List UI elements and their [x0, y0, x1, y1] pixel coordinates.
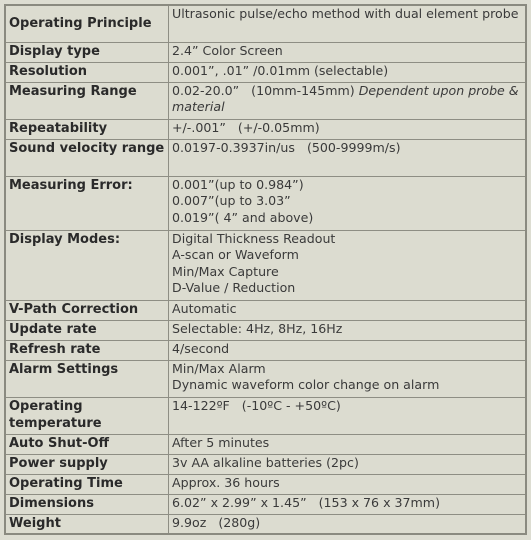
spec-value: [169, 360, 527, 397]
spec-value-imperial: 14-122ºF: [172, 397, 230, 413]
spec-value: Automatic: [169, 300, 527, 320]
spec-label: Measuring Range: [5, 82, 169, 119]
spec-value-imperial: 0.0197-0.3937in/us: [172, 139, 295, 155]
spec-row-display-type: [5, 42, 526, 62]
spec-value-metric: (500-9999m/s): [306, 139, 401, 155]
spec-value: [169, 230, 527, 300]
spec-note: Dependent upon probe & material: [172, 82, 519, 115]
spec-value: 2.4” Color Screen: [169, 42, 527, 62]
spec-value: Selectable: 4Hz, 8Hz, 16Hz: [169, 320, 527, 340]
spec-value: [169, 176, 527, 230]
spec-label: Operating Time: [5, 474, 169, 494]
spec-value-line: Digital Thickness Readout: [172, 230, 336, 246]
spec-value-metric: (+/-0.05mm): [237, 119, 320, 135]
spec-value: 3v AA alkaline batteries (2pc): [169, 454, 527, 474]
spec-value: Approx. 36 hours: [169, 474, 527, 494]
spec-row-v-path-correction: [5, 300, 526, 320]
spec-label: Display Modes:: [5, 230, 169, 300]
spec-row-refresh-rate: [5, 340, 526, 360]
spec-row-display-modes: [5, 230, 526, 300]
spec-row-resolution: [5, 62, 526, 82]
spec-value-metric: (-10ºC - +50ºC): [241, 397, 341, 413]
spec-label: Auto Shut-Off: [5, 434, 169, 454]
spec-row-operating-time: [5, 474, 526, 494]
spec-value: [169, 139, 527, 176]
spec-row-update-rate: [5, 320, 526, 340]
spec-row-measuring-error: [5, 176, 526, 230]
spec-label: Dimensions: [5, 494, 169, 514]
spec-row-weight: [5, 514, 526, 534]
spec-value-imperial: 9.9oz: [172, 514, 207, 530]
spec-value: [169, 82, 527, 119]
spec-row-operating-principle: [5, 5, 526, 42]
spec-value-line: 0.001”(up to 0.984”): [172, 176, 304, 192]
spec-value-metric: (10mm-145mm): [251, 82, 355, 98]
spec-row-repeatability: [5, 119, 526, 139]
spec-row-sound-velocity-range: [5, 139, 526, 176]
spec-value: [169, 119, 527, 139]
spec-value: [169, 514, 527, 534]
spec-value-line: D-Value / Reduction: [172, 280, 296, 296]
spec-label: Resolution: [5, 62, 169, 82]
specifications-table: [4, 4, 527, 535]
spec-row-power-supply: [5, 454, 526, 474]
spec-label: Operating temperature: [5, 397, 169, 434]
spec-value-metric: (280g): [218, 514, 261, 530]
spec-label: Measuring Error:: [5, 176, 169, 230]
spec-label: V-Path Correction: [5, 300, 169, 320]
spec-value: [169, 494, 527, 514]
spec-label: Update rate: [5, 320, 169, 340]
spec-label: Display type: [5, 42, 169, 62]
spec-value-line: Min/Max Alarm: [172, 360, 266, 376]
spec-label: Sound velocity range: [5, 139, 169, 176]
spec-row-auto-shut-off: [5, 434, 526, 454]
spec-value: [169, 397, 527, 434]
spec-value: 0.001”, .01” /0.01mm (selectable): [169, 62, 527, 82]
spec-value-metric: (153 x 76 x 37mm): [318, 494, 440, 510]
spec-value-imperial: 0.02-20.0”: [172, 82, 240, 98]
spec-value-line: A-scan or Waveform: [172, 247, 299, 263]
spec-row-dimensions: [5, 494, 526, 514]
spec-label: Alarm Settings: [5, 360, 169, 397]
spec-value-line: Dynamic waveform color change on alarm: [172, 377, 440, 393]
spec-label: Refresh rate: [5, 340, 169, 360]
spec-value-line: 0.007”(up to 3.03”: [172, 193, 291, 209]
spec-value: After 5 minutes: [169, 434, 527, 454]
spec-label: Power supply: [5, 454, 169, 474]
spec-value-line: Min/Max Capture: [172, 263, 279, 279]
spec-label: Operating Principle: [5, 5, 169, 42]
spec-row-alarm-settings: [5, 360, 526, 397]
spec-label: Repeatability: [5, 119, 169, 139]
spec-value-line: 0.019”( 4” and above): [172, 209, 314, 225]
spec-value-imperial: +/-.001”: [172, 119, 226, 135]
spec-row-measuring-range: [5, 82, 526, 119]
spec-value: Ultrasonic pulse/echo method with dual element probe: [169, 5, 527, 42]
spec-label: Weight: [5, 514, 169, 534]
spec-value-imperial: 6.02” x 2.99” x 1.45”: [172, 494, 307, 510]
spec-row-operating-temperature: [5, 397, 526, 434]
spec-value: 4/second: [169, 340, 527, 360]
